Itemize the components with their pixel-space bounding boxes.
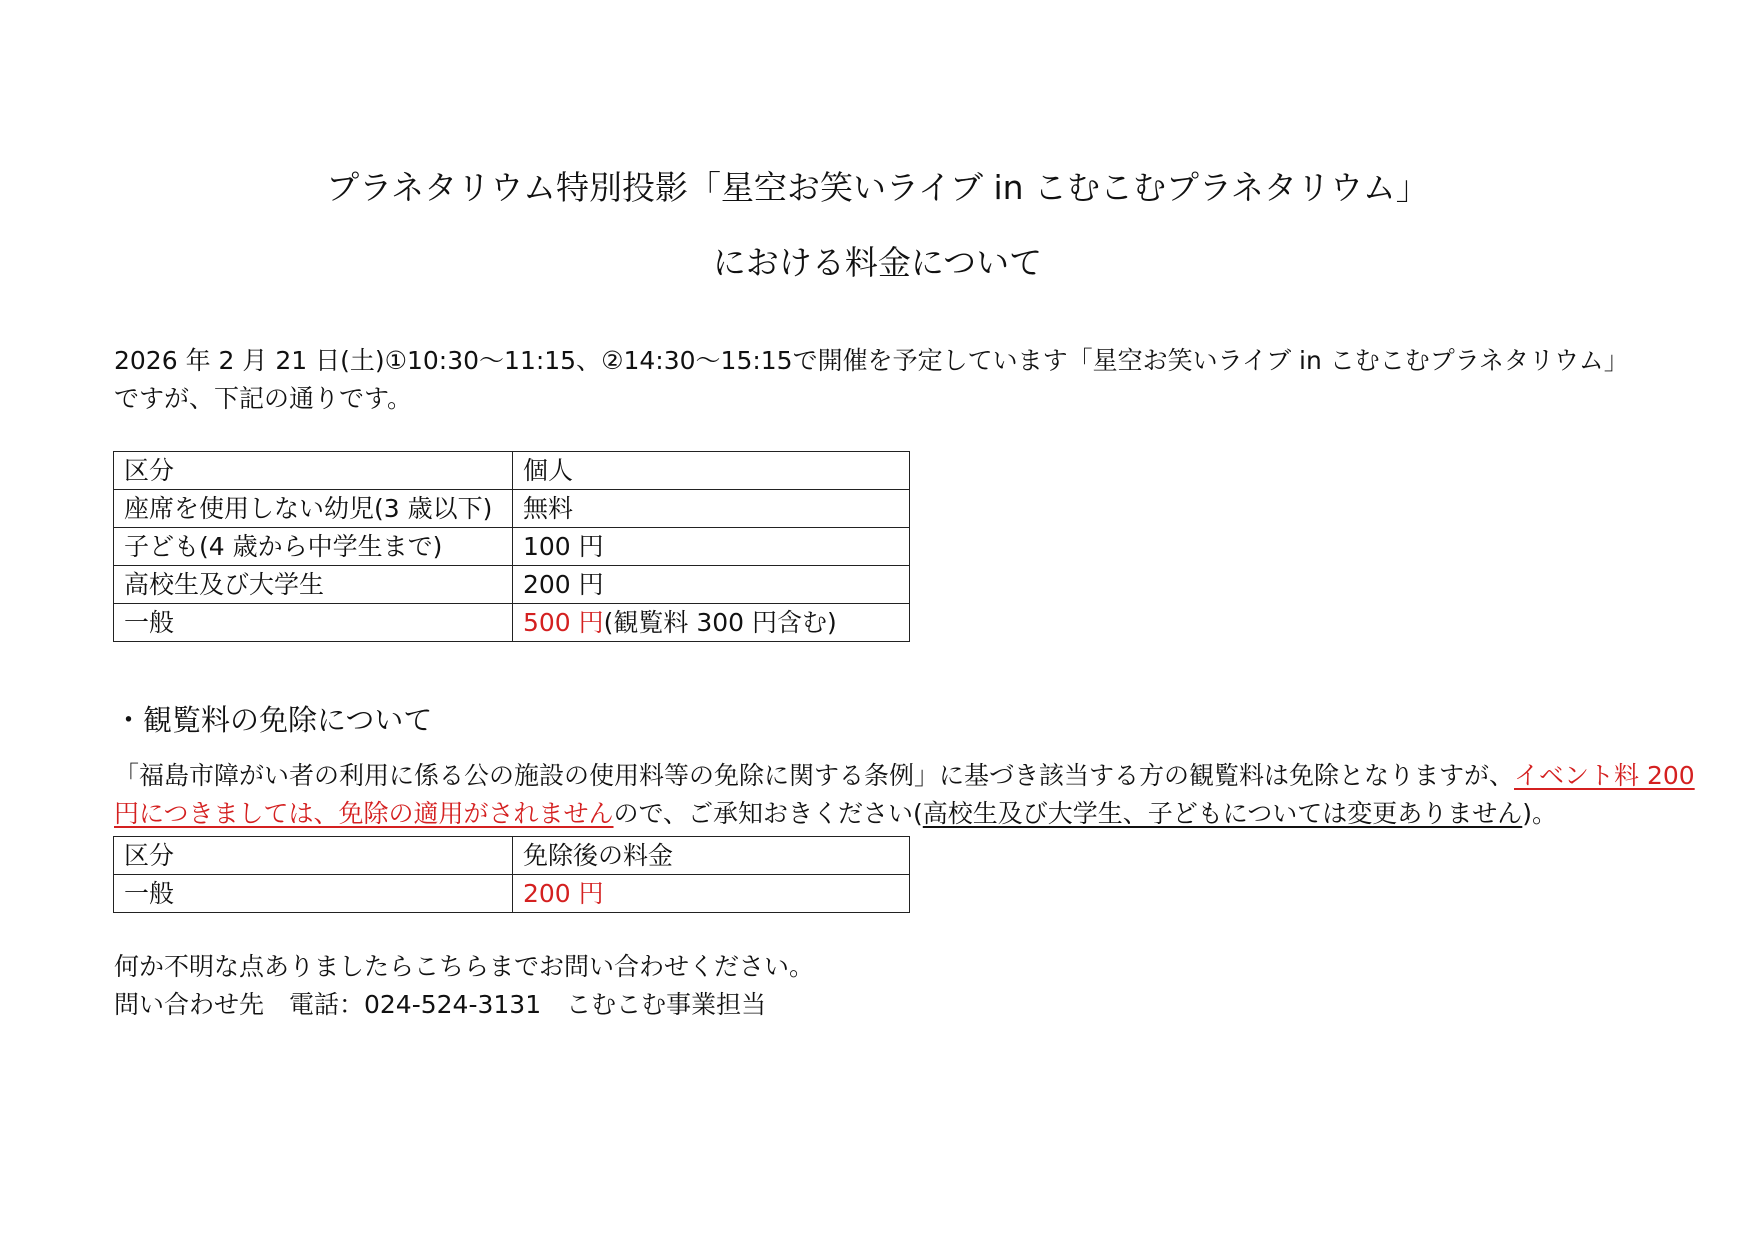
fee-category-infant: 座席を使用しない幼児(3 歳以下)	[114, 490, 513, 528]
fee-table-header-row	[114, 452, 910, 490]
fee-price-general-note: (観覧料 300 円含む)	[603, 608, 837, 637]
fee-category-general: 一般	[114, 604, 513, 642]
table-row	[114, 566, 910, 604]
exemption-event-fee-notice-end: 円につきましては、免除の適用がされません	[114, 799, 614, 828]
fee-price-child: 100 円	[513, 528, 910, 566]
exemption-price-general: 200 円	[513, 875, 910, 913]
table-row	[114, 875, 910, 913]
fee-price-general-amount: 500 円	[523, 608, 604, 637]
exemption-line-1	[114, 757, 1695, 795]
exemption-fee-table	[113, 836, 910, 913]
exemption-line-2-text-a: ので、ご承知おきください(	[613, 799, 923, 828]
exemption-table-header-price: 免除後の料金	[513, 837, 910, 875]
exemption-heading: ・観覧料の免除について	[114, 703, 433, 737]
exemption-no-change-note: 高校生及び大学生、子どもについては変更ありません	[922, 799, 1523, 828]
fee-price-general	[513, 604, 910, 642]
fee-category-child: 子ども(4 歳から中学生まで)	[114, 528, 513, 566]
fee-table-header-category: 区分	[114, 452, 513, 490]
table-row	[114, 528, 910, 566]
exemption-line-2-text-b: )。	[1522, 799, 1558, 828]
fee-table	[113, 451, 910, 642]
exemption-event-fee-notice-start: イベント料 200	[1514, 761, 1695, 790]
table-row	[114, 604, 910, 642]
contact-info	[114, 948, 814, 1024]
exemption-table-header-category: 区分	[114, 837, 513, 875]
table-row	[114, 490, 910, 528]
fee-price-infant: 無料	[513, 490, 910, 528]
page-title-line-2: における料金について	[712, 243, 1043, 282]
exemption-category-general: 一般	[114, 875, 513, 913]
exemption-line-2	[114, 795, 1654, 833]
exemption-line-1-text: 「福島市障がい者の利用に係る公の施設の使用料等の免除に関する条例」に基づき該当する方の観覧料は免除となりますが、	[114, 761, 1515, 790]
page-title-line-1: プラネタリウム特別投影「星空お笑いライブ in こむこむプラネタリウム」	[326, 168, 1429, 207]
fee-category-student: 高校生及び大学生	[114, 566, 513, 604]
exemption-table-header-row	[114, 837, 910, 875]
fee-table-header-individual: 個人	[513, 452, 910, 490]
intro-paragraph	[114, 342, 1654, 418]
intro-line-1: 2026 年 2 月 21 日(土)①10:30～11:15、②14:30～15:15で開催を予定しています「星空お笑いライブ in こむこむプラネタリウム」	[114, 346, 1629, 375]
fee-price-student: 200 円	[513, 566, 910, 604]
intro-line-2: ですが、下記の通りです。	[114, 384, 413, 413]
exemption-paragraph	[114, 757, 1695, 833]
contact-line-1: 何か不明な点ありましたらこちらまでお問い合わせください。	[114, 952, 815, 981]
contact-line-2: 問い合わせ先 電話：024-524-3131 こむこむ事業担当	[114, 990, 767, 1019]
